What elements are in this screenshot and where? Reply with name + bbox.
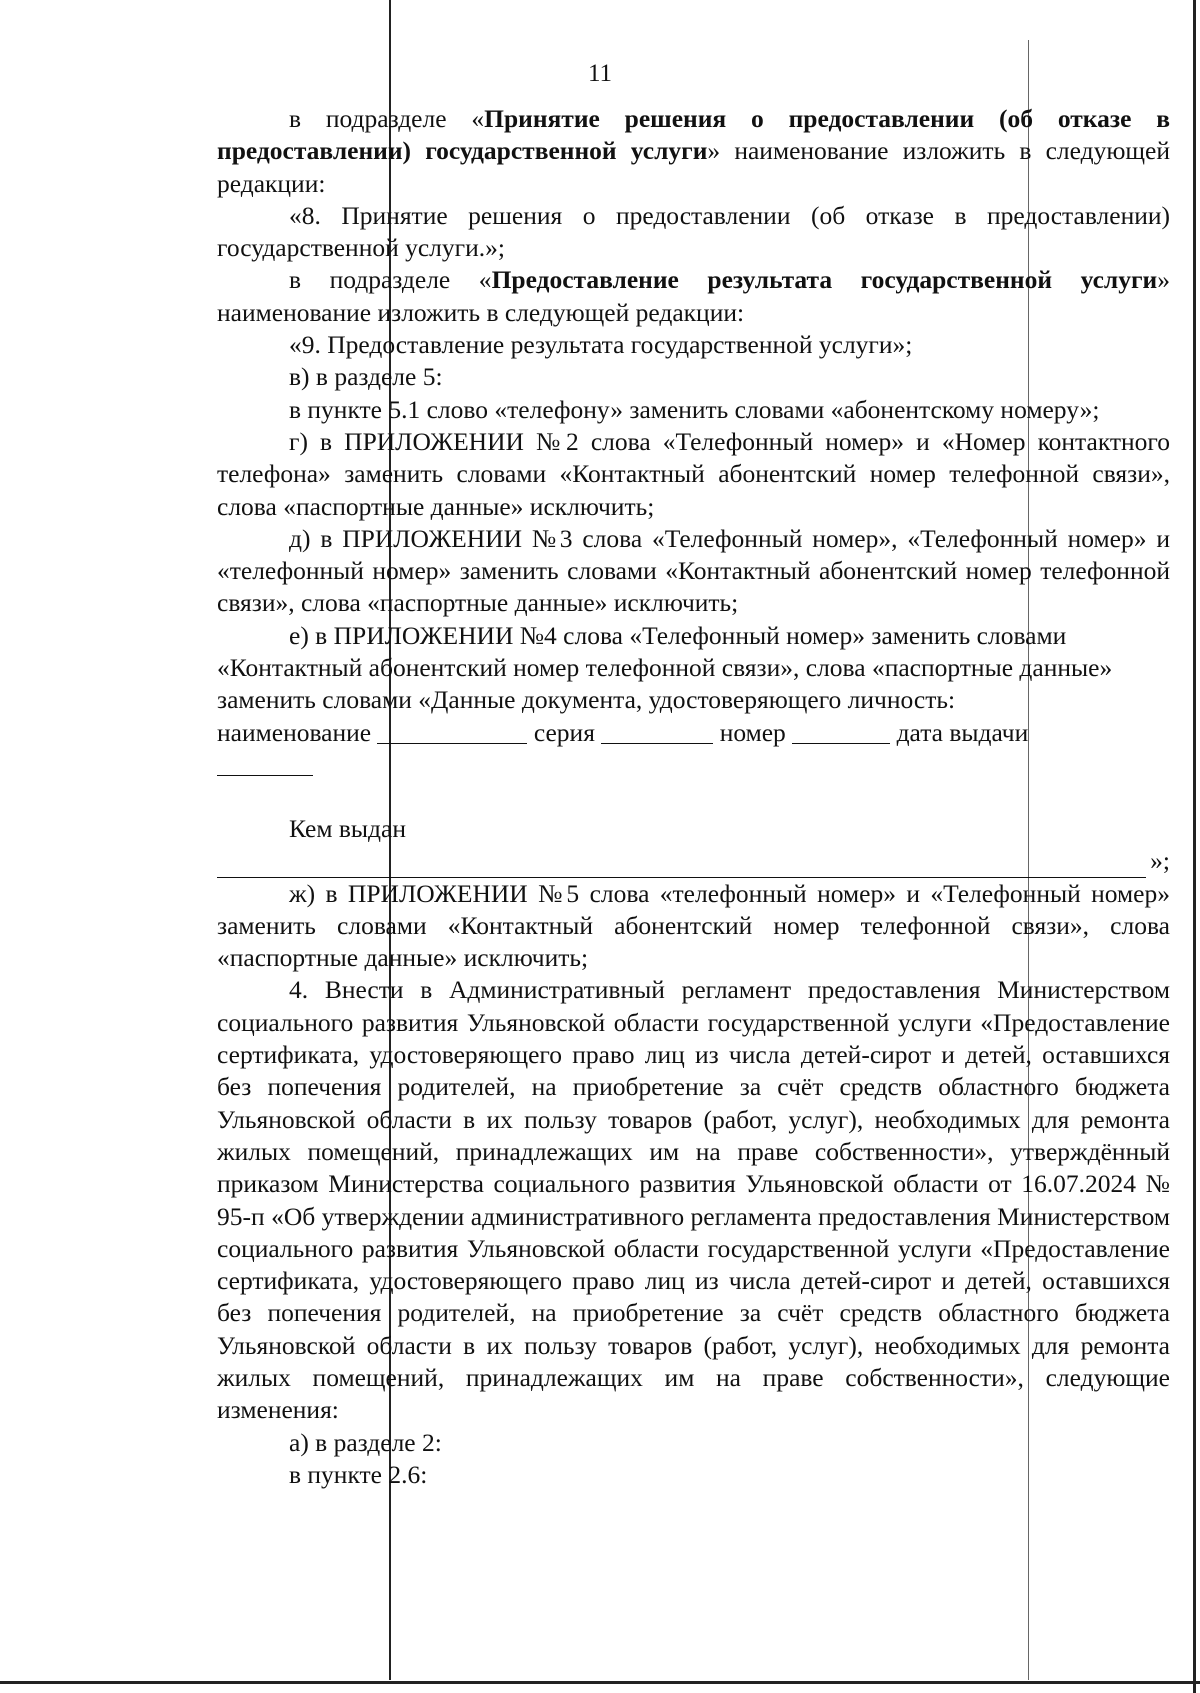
document-body: [217, 103, 1170, 1491]
blank-line: [217, 749, 313, 776]
blank-line-row: [217, 749, 1170, 781]
blank-line: [377, 717, 527, 744]
paragraph: «8. Принятие решения о предоставлении (об отказе в предоставлении) государственной услуги.»;: [217, 200, 1170, 263]
issued-by-blank-line: [217, 845, 1170, 877]
paragraph: е) в ПРИЛОЖЕНИИ №4 слова «Телефонный номер» заменить словами «Контактный абонентский номер телефонной связи», слова «паспортные данные» заменить словами «Данные документа, удостоверяющего личность:: [217, 620, 1113, 715]
paragraph: в пункте 5.1 слово «телефону» заменить словами «абонентскому номеру»;: [289, 394, 1100, 424]
closing-quote: »;: [1150, 846, 1170, 876]
paragraph: ж) в ПРИЛОЖЕНИИ №5 слова «телефонный номер» и «Телефонный номер» заменить словами «Контактный абонентский номер телефонной связи», слова «паспортные данные» исключить;: [217, 878, 1170, 973]
page-number: 11: [587, 60, 613, 87]
field-name-label: наименование: [217, 717, 372, 747]
scan-artifact-line: [1193, 0, 1196, 1693]
paragraph: а) в разделе 2:: [289, 1427, 442, 1457]
paragraph: г) в ПРИЛОЖЕНИИ №2 слова «Телефонный номер» и «Номер контактного телефона» заменить словами «Контактный абонентский номер телефонной связи», слова «паспортные данные» исключить;: [217, 426, 1170, 521]
paragraph: в подразделе «Предоставление результата государственной услуги» наименование изложить в следующей редакции:: [217, 265, 1170, 327]
blank-line: [217, 851, 1146, 878]
scan-artifact-line: [0, 1681, 1200, 1684]
paragraph: «9. Предоставление результата государственной услуги»;: [289, 330, 913, 360]
paragraph: в подразделе «Принятие решения о предоставлении (об отказе в предоставлении) государственной услуги» наименование изложить в следующей редакции:: [217, 104, 1170, 198]
field-date-label: дата выдачи: [896, 717, 1029, 747]
paragraph: в пункте 2.6:: [289, 1459, 428, 1489]
paragraph: 4. Внести в Административный регламент предоставления Министерством социального развития Ульяновской области государственной услуги «Предоставление сертификата, удостоверяющего право лиц из числа детей-сирот и детей, оставшихся без попечения родителей, на приобретение за счёт средств областного бюджета Ульяновской области в их пользу товаров (работ, услуг), необходимых для ремонта жилых помещений, принадлежащих им на праве собственности», утверждённый приказом Министерства социального развития Ульяновской области от 16.07.2024 № 95-п «Об утверждении административного регламента предоставления Министерством социального развития Ульяновской области государственной услуги «Предоставление сертификата, удостоверяющего право лиц из числа детей-сирот и детей, оставшихся без попечения родителей, на приобретение за счёт средств областного бюджета Ульяновской области в их пользу товаров (работ, услуг), необходимых для ремонта жилых помещений, принадлежащих им на праве собственности», следующие изменения:: [217, 975, 1170, 1425]
issued-by-line: Кем выдан: [289, 813, 406, 843]
blank-line: [792, 717, 890, 744]
form-fields-line: [217, 717, 1170, 749]
field-number-label: номер: [719, 717, 786, 747]
field-series-label: серия: [533, 717, 595, 747]
spacer: [217, 781, 1170, 813]
paragraph: д) в ПРИЛОЖЕНИИ №3 слова «Телефонный номер», «Телефонный номер» и «телефонный номер» заменить словами «Контактный абонентский номер телефонной связи», слова «паспортные данные» исключить;: [217, 523, 1170, 618]
paragraph: в) в разделе 5:: [289, 362, 443, 392]
blank-line: [601, 717, 713, 744]
